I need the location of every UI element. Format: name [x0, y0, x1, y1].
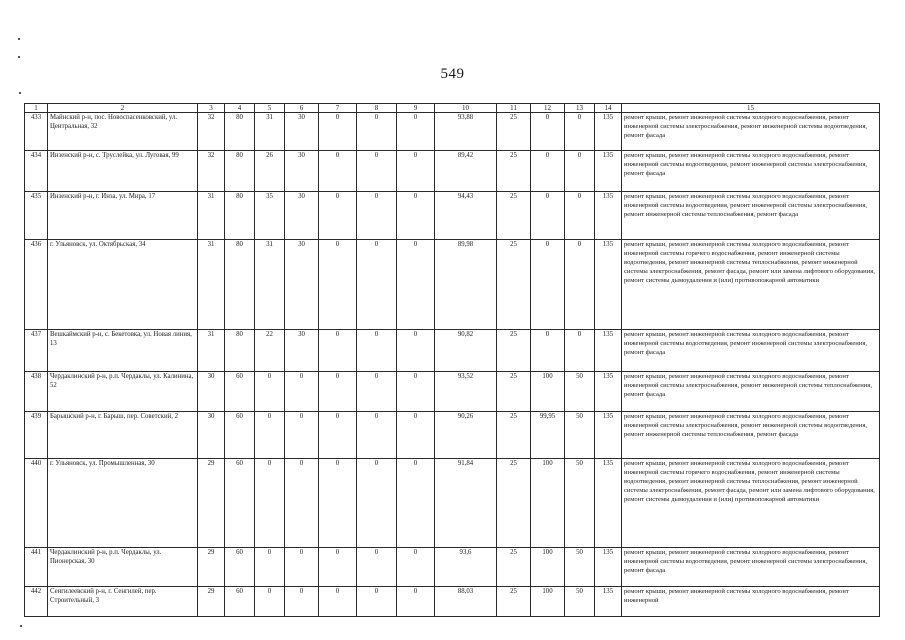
- value-cell-c6: 30: [285, 151, 319, 192]
- value-cell-c6: 30: [285, 192, 319, 240]
- value-cell-c11: 25: [497, 240, 531, 330]
- value-cell-c6: 0: [285, 372, 319, 412]
- value-cell-c14: 135: [595, 372, 622, 412]
- address-cell: Майнский р-н, пос. Новоспасенковский, ул. Центральная, 32: [48, 113, 198, 151]
- table-row: [25, 151, 880, 192]
- value-cell-c10: 93,88: [435, 113, 497, 151]
- scan-mark: [18, 56, 20, 58]
- value-cell-c12: 0: [531, 151, 565, 192]
- row-number-cell: 439: [25, 412, 48, 459]
- address-cell: Сенгилеевский р-н, г. Сенгилей, пер. Строительный, 3: [48, 587, 198, 617]
- value-cell-c14: 135: [595, 113, 622, 151]
- value-cell-c11: 25: [497, 587, 531, 617]
- column-number-cell: 7: [319, 104, 357, 113]
- value-cell-c13: 50: [565, 459, 595, 548]
- value-cell-c13: 0: [565, 113, 595, 151]
- value-cell-c14: 135: [595, 587, 622, 617]
- value-cell-c7: 0: [319, 412, 357, 459]
- table-body: [25, 104, 880, 617]
- column-number-cell: 4: [225, 104, 255, 113]
- value-cell-c5: 31: [255, 240, 285, 330]
- value-cell-c3: 29: [198, 459, 225, 548]
- value-cell-c10: 89,98: [435, 240, 497, 330]
- value-cell-c3: 29: [198, 587, 225, 617]
- value-cell-c8: 0: [357, 372, 397, 412]
- value-cell-c9: 0: [397, 459, 435, 548]
- value-cell-c8: 0: [357, 330, 397, 372]
- value-cell-c8: 0: [357, 587, 397, 617]
- value-cell-c13: 0: [565, 240, 595, 330]
- value-cell-c3: 30: [198, 412, 225, 459]
- value-cell-c9: 0: [397, 113, 435, 151]
- row-number-cell: 435: [25, 192, 48, 240]
- value-cell-c12: 0: [531, 192, 565, 240]
- value-cell-c4: 60: [225, 548, 255, 587]
- value-cell-c4: 80: [225, 192, 255, 240]
- value-cell-c3: 31: [198, 240, 225, 330]
- value-cell-c13: 50: [565, 548, 595, 587]
- row-number-cell: 437: [25, 330, 48, 372]
- value-cell-c8: 0: [357, 240, 397, 330]
- value-cell-c3: 31: [198, 330, 225, 372]
- value-cell-c4: 60: [225, 587, 255, 617]
- value-cell-c7: 0: [319, 587, 357, 617]
- value-cell-c13: 50: [565, 587, 595, 617]
- value-cell-c4: 80: [225, 240, 255, 330]
- column-number-cell: 9: [397, 104, 435, 113]
- works-cell: ремонт крыши, ремонт инженерной системы холодного водоснабжения, ремонт инженерной: [622, 587, 880, 617]
- value-cell-c11: 25: [497, 113, 531, 151]
- scan-mark: [20, 625, 22, 627]
- table-row: [25, 548, 880, 587]
- value-cell-c4: 60: [225, 459, 255, 548]
- value-cell-c7: 0: [319, 240, 357, 330]
- address-cell: Инзенский р-н, с. Труслейка, ул. Луговая, 99: [48, 151, 198, 192]
- value-cell-c9: 0: [397, 587, 435, 617]
- value-cell-c8: 0: [357, 459, 397, 548]
- value-cell-c7: 0: [319, 330, 357, 372]
- page-number: 549: [440, 66, 465, 82]
- value-cell-c12: 0: [531, 330, 565, 372]
- value-cell-c9: 0: [397, 412, 435, 459]
- value-cell-c13: 0: [565, 151, 595, 192]
- value-cell-c5: 0: [255, 587, 285, 617]
- table-row: [25, 459, 880, 548]
- value-cell-c5: 0: [255, 412, 285, 459]
- row-number-cell: 440: [25, 459, 48, 548]
- scan-mark: [18, 38, 20, 40]
- column-number-cell: 1: [25, 104, 48, 113]
- value-cell-c12: 100: [531, 587, 565, 617]
- value-cell-c10: 90,82: [435, 330, 497, 372]
- value-cell-c7: 0: [319, 459, 357, 548]
- value-cell-c9: 0: [397, 330, 435, 372]
- address-cell: г. Ульяновск, ул. Промышленная, 30: [48, 459, 198, 548]
- value-cell-c6: 30: [285, 113, 319, 151]
- address-cell: Вешкаймский р-н, с. Бекетовка, ул. Новая линия, 13: [48, 330, 198, 372]
- value-cell-c13: 50: [565, 412, 595, 459]
- value-cell-c13: 50: [565, 372, 595, 412]
- value-cell-c10: 88,03: [435, 587, 497, 617]
- works-cell: ремонт крыши, ремонт инженерной системы холодного водоснабжения, ремонт инженерной системы горячего водоснабжения, ремонт инженерной системы водоотведения, ремонт инженерной системы теплоснабжения, ремонт инженерной системы электроснабжения, ремонт фасада, ремонт или замена лифтового оборудования, ремонт системы дымоудаления и (или) противопожарной автоматики: [622, 240, 880, 330]
- value-cell-c11: 25: [497, 330, 531, 372]
- column-number-cell: 8: [357, 104, 397, 113]
- value-cell-c6: 0: [285, 459, 319, 548]
- value-cell-c14: 135: [595, 459, 622, 548]
- value-cell-c8: 0: [357, 192, 397, 240]
- value-cell-c12: 100: [531, 459, 565, 548]
- value-cell-c11: 25: [497, 459, 531, 548]
- address-cell: г. Ульяновск, ул. Октябрьская, 34: [48, 240, 198, 330]
- value-cell-c11: 25: [497, 372, 531, 412]
- value-cell-c7: 0: [319, 548, 357, 587]
- value-cell-c6: 30: [285, 240, 319, 330]
- value-cell-c5: 22: [255, 330, 285, 372]
- value-cell-c5: 0: [255, 372, 285, 412]
- row-number-cell: 441: [25, 548, 48, 587]
- table-row: [25, 192, 880, 240]
- value-cell-c11: 25: [497, 151, 531, 192]
- value-cell-c9: 0: [397, 548, 435, 587]
- value-cell-c5: 26: [255, 151, 285, 192]
- works-cell: ремонт крыши, ремонт инженерной системы холодного водоснабжения, ремонт инженерной системы водоотведения, ремонт инженерной системы электроснабжения, ремонт фасада: [622, 330, 880, 372]
- value-cell-c4: 80: [225, 330, 255, 372]
- value-cell-c4: 60: [225, 372, 255, 412]
- value-cell-c13: 0: [565, 330, 595, 372]
- value-cell-c9: 0: [397, 240, 435, 330]
- value-cell-c5: 35: [255, 192, 285, 240]
- column-number-cell: 12: [531, 104, 565, 113]
- value-cell-c6: 0: [285, 548, 319, 587]
- value-cell-c7: 0: [319, 151, 357, 192]
- value-cell-c9: 0: [397, 372, 435, 412]
- value-cell-c9: 0: [397, 151, 435, 192]
- column-number-cell: 11: [497, 104, 531, 113]
- value-cell-c6: 30: [285, 330, 319, 372]
- address-cell: Инзенский р-н, г. Инза, ул. Мира, 17: [48, 192, 198, 240]
- value-cell-c8: 0: [357, 113, 397, 151]
- works-cell: ремонт крыши, ремонт инженерной системы холодного водоснабжения, ремонт инженерной системы электроснабжения, ремонт инженерной системы водоотведения, ремонт инженерной системы теплоснабжения, ремонт фасада: [622, 412, 880, 459]
- value-cell-c3: 32: [198, 151, 225, 192]
- table-row: [25, 113, 880, 151]
- value-cell-c8: 0: [357, 548, 397, 587]
- data-table: [24, 103, 880, 617]
- value-cell-c10: 94,43: [435, 192, 497, 240]
- works-cell: ремонт крыши, ремонт инженерной системы холодного водоснабжения, ремонт инженерной системы горячего водоснабжения, ремонт инженерной системы водоотведения, ремонт инженерной системы теплоснабжения, ремонт инженерной системы электроснабжения, ремонт фасада, ремонт или замена лифтового оборудования, ремонт системы дымоудаления и (или) противопожарной автоматики: [622, 459, 880, 548]
- value-cell-c14: 135: [595, 192, 622, 240]
- value-cell-c5: 31: [255, 113, 285, 151]
- table-row: [25, 372, 880, 412]
- value-cell-c3: 31: [198, 192, 225, 240]
- works-cell: ремонт крыши, ремонт инженерной системы холодного водоснабжения, ремонт инженерной системы электроснабжения, ремонт инженерной системы теплоснабжения, ремонт фасада: [622, 372, 880, 412]
- value-cell-c3: 29: [198, 548, 225, 587]
- value-cell-c14: 135: [595, 412, 622, 459]
- column-number-cell: 14: [595, 104, 622, 113]
- column-number-cell: 3: [198, 104, 225, 113]
- works-cell: ремонт крыши, ремонт инженерной системы холодного водоснабжения, ремонт инженерной системы водоотведения, ремонт инженерной системы электроснабжения, ремонт фасада: [622, 151, 880, 192]
- value-cell-c11: 25: [497, 548, 531, 587]
- value-cell-c12: 99,95: [531, 412, 565, 459]
- value-cell-c7: 0: [319, 372, 357, 412]
- row-number-cell: 434: [25, 151, 48, 192]
- value-cell-c14: 135: [595, 548, 622, 587]
- value-cell-c11: 25: [497, 412, 531, 459]
- value-cell-c10: 93,52: [435, 372, 497, 412]
- address-cell: Барышский р-н, г. Барыш, пер. Советский, 2: [48, 412, 198, 459]
- column-number-cell: 15: [622, 104, 880, 113]
- table-row: [25, 330, 880, 372]
- value-cell-c3: 32: [198, 113, 225, 151]
- value-cell-c14: 135: [595, 151, 622, 192]
- value-cell-c9: 0: [397, 192, 435, 240]
- value-cell-c14: 135: [595, 330, 622, 372]
- value-cell-c4: 80: [225, 113, 255, 151]
- value-cell-c6: 0: [285, 587, 319, 617]
- address-cell: Чердаклинский р-н, р.п. Чердаклы, ул. Калинина, 52: [48, 372, 198, 412]
- column-number-cell: 13: [565, 104, 595, 113]
- value-cell-c5: 0: [255, 548, 285, 587]
- value-cell-c10: 91,84: [435, 459, 497, 548]
- value-cell-c3: 30: [198, 372, 225, 412]
- row-number-cell: 438: [25, 372, 48, 412]
- value-cell-c7: 0: [319, 192, 357, 240]
- value-cell-c13: 0: [565, 192, 595, 240]
- value-cell-c12: 0: [531, 113, 565, 151]
- column-number-cell: 10: [435, 104, 497, 113]
- value-cell-c8: 0: [357, 412, 397, 459]
- value-cell-c8: 0: [357, 151, 397, 192]
- column-number-cell: 5: [255, 104, 285, 113]
- works-cell: ремонт крыши, ремонт инженерной системы холодного водоснабжения, ремонт инженерной системы водоотведения, ремонт инженерной системы электроснабжения, ремонт фасада: [622, 548, 880, 587]
- value-cell-c4: 80: [225, 151, 255, 192]
- value-cell-c4: 60: [225, 412, 255, 459]
- row-number-cell: 433: [25, 113, 48, 151]
- column-number-cell: 6: [285, 104, 319, 113]
- table-row: [25, 587, 880, 617]
- value-cell-c10: 89,42: [435, 151, 497, 192]
- scan-mark: [19, 92, 21, 94]
- value-cell-c11: 25: [497, 192, 531, 240]
- value-cell-c10: 90,26: [435, 412, 497, 459]
- value-cell-c10: 93,6: [435, 548, 497, 587]
- row-number-cell: 442: [25, 587, 48, 617]
- works-cell: ремонт крыши, ремонт инженерной системы холодного водоснабжения, ремонт инженерной системы водоотведения, ремонт инженерной системы электроснабжения, ремонт инженерной системы теплоснабжения, ремонт фасада: [622, 192, 880, 240]
- row-number-cell: 436: [25, 240, 48, 330]
- value-cell-c7: 0: [319, 113, 357, 151]
- address-cell: Чердаклинский р-н, р.п. Чердаклы, ул. Пионерская, 30: [48, 548, 198, 587]
- value-cell-c12: 100: [531, 548, 565, 587]
- value-cell-c12: 100: [531, 372, 565, 412]
- column-number-cell: 2: [48, 104, 198, 113]
- value-cell-c14: 135: [595, 240, 622, 330]
- works-cell: ремонт крыши, ремонт инженерной системы холодного водоснабжения, ремонт инженерной системы электроснабжения, ремонт инженерной системы водоотведения, ремонт фасада: [622, 113, 880, 151]
- table-row: [25, 240, 880, 330]
- table-row: [25, 412, 880, 459]
- value-cell-c5: 0: [255, 459, 285, 548]
- value-cell-c12: 0: [531, 240, 565, 330]
- column-number-row: [25, 104, 880, 113]
- value-cell-c6: 0: [285, 412, 319, 459]
